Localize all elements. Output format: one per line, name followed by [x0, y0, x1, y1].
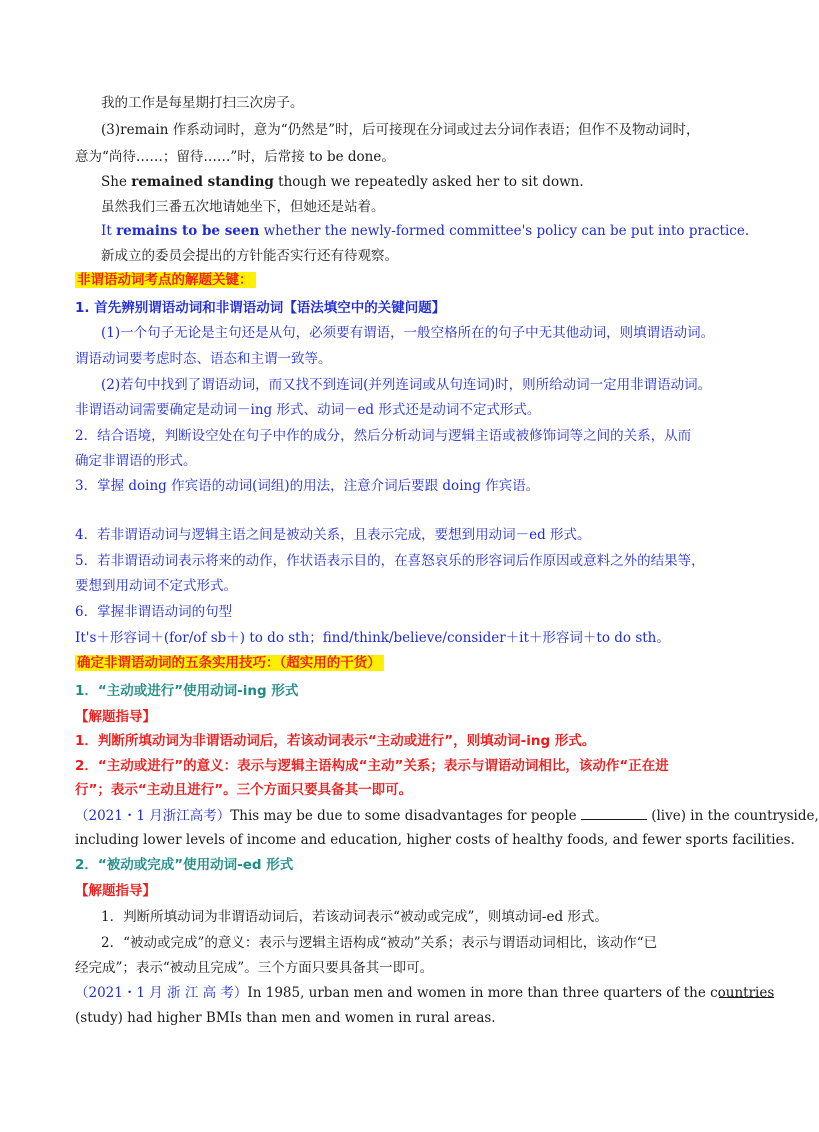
exercise-text: (live) in the countryside,	[646, 808, 819, 824]
example-text: It	[101, 223, 117, 239]
heading-text: 确定非谓语动词的五条实用技巧：（超实用的干货）	[75, 655, 384, 671]
example-text: whether the newly-formed committee's policy can be put into practice.	[259, 223, 750, 239]
key-text: 首先辨别谓语动词和非谓语动词【语法填空中的关键问题】	[94, 300, 446, 316]
example-sentence	[101, 221, 749, 241]
guide-text: 2．“主动或进行”的意义：表示与逻辑主语构成“主动”关系；表示与谓语动词相比，该动作“正在进	[75, 758, 669, 774]
heading-text: 非谓语动词考点的解题关键：	[75, 272, 256, 288]
exercise-text: This may be due to some disadvantages for people	[230, 808, 581, 824]
example-keyword: remains to be seen	[116, 223, 260, 239]
example-text: though we repeatedly asked her to sit down.	[273, 174, 584, 190]
exercise-text: In 1985, urban men and women in more than three quarters of the countries	[247, 985, 775, 1001]
example-translation: 虽然我们三番五次地请她坐下，但她还是站着。	[101, 199, 385, 215]
answer-blank[interactable]	[581, 805, 647, 820]
sentence-pattern: It's＋形容词＋(for/of sb＋) to do sth；find/think/believe/consider＋it＋形容词＋to do sth。	[75, 630, 670, 646]
example-sentence	[101, 172, 584, 192]
paragraph: 6．掌握非谓语动词的句型	[75, 604, 233, 620]
example-keyword: remained standing	[131, 174, 274, 190]
guide-text: 经完成”；表示“被动且完成”。三个方面只要具备其一即可。	[75, 960, 434, 976]
paragraph: 3．掌握 doing 作宾语的动词(词组)的用法，注意介词后要跟 doing 作宾语。	[75, 478, 540, 494]
example-translation: 新成立的委员会提出的方针能否实行还有待观察。	[101, 248, 398, 264]
paragraph: 意为“尚待……；留待……”时，后常接 to be done。	[75, 149, 395, 165]
paragraph: 确定非谓语的形式。	[75, 453, 197, 469]
guide-text: 行”；表示“主动且进行”。三个方面只要具备其一即可。	[75, 782, 413, 798]
paragraph: (1)一个句子无论是主句还是从句，必须要有谓语，一般空格所在的句子中无其他动词，则填谓语动词。	[101, 325, 715, 341]
guide-text: 2．“被动或完成”的意义：表示与逻辑主语构成“被动”关系；表示与谓语动词相比，该动作“已	[101, 935, 658, 951]
paragraph: 2．结合语境，判断设空处在句子中作的成分，然后分析动词与逻辑主语或被修饰词等之间的关系，从而	[75, 428, 692, 444]
guide-label: 【解题指导】	[75, 709, 156, 725]
guide-label: 【解题指导】	[75, 883, 156, 899]
exercise-source: （2021・1 月浙江高考）	[75, 808, 231, 824]
example-text: She	[101, 174, 132, 190]
paragraph: 谓语动词要考虑时态、语态和主谓一致等。	[75, 351, 332, 367]
tip-heading: 1．“主动或进行”使用动词-ing 形式	[75, 683, 299, 699]
paragraph: 4．若非谓语动词与逻辑主语之间是被动关系，且表示完成，要想到用动词－ed 形式。	[75, 527, 591, 543]
answer-blank[interactable]	[719, 983, 774, 998]
paragraph: 要想到用动词不定式形式。	[75, 578, 237, 594]
exercise-text: (study) had higher BMIs than men and women in rural areas.	[75, 1010, 496, 1026]
key-point-1	[75, 298, 445, 318]
key-number: 1.	[75, 300, 90, 316]
paragraph: 我的工作是每星期打扫三次房子。	[101, 95, 304, 111]
exercise-question	[75, 983, 774, 1003]
section-heading	[75, 270, 256, 290]
paragraph: 5．若非谓语动词表示将来的动作，作状语表示目的，在喜怒哀乐的形容词后作原因或意料之外的结果等，	[75, 553, 705, 569]
exercise-question	[75, 805, 819, 826]
exercise-text: including lower levels of income and education, higher costs of healthy foods, and fewer sports facilities.	[75, 832, 795, 848]
guide-text: 1．判断所填动词为非谓语动词后，若该动词表示“主动或进行”，则填动词-ing 形式。	[75, 733, 596, 749]
section-heading	[75, 653, 384, 673]
paragraph: (2)若句中找到了谓语动词，而又找不到连词(并列连词或从句连词)时，则所给动词一定用非谓语动词。	[101, 377, 712, 393]
tip-heading: 2．“被动或完成”使用动词-ed 形式	[75, 857, 294, 873]
exercise-source: （2021・1 月 浙 江 高 考）	[75, 985, 248, 1001]
paragraph: 非谓语动词需要确定是动词－ing 形式、动词－ed 形式还是动词不定式形式。	[75, 402, 541, 418]
paragraph: (3)remain 作系动词时，意为“仍然是”时，后可接现在分词或过去分词作表语；但作不及物动词时，	[101, 122, 700, 138]
guide-text: 1．判断所填动词为非谓语动词后，若该动词表示“被动或完成”，则填动词-ed 形式。	[101, 909, 608, 925]
